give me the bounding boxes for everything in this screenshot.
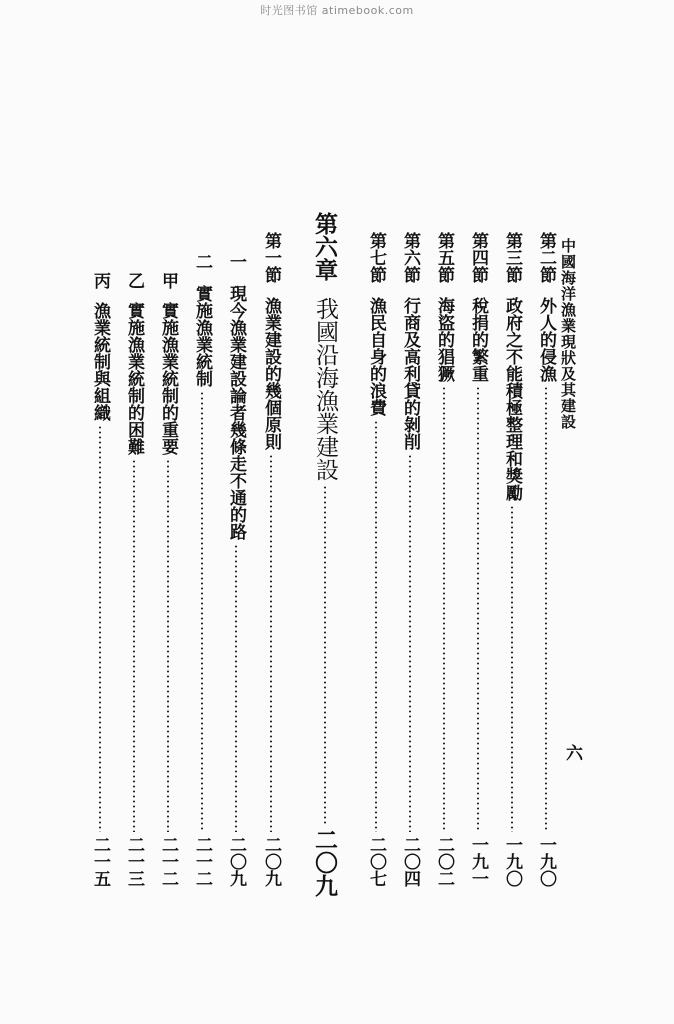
section-label: 第五節 [434,232,454,283]
section-title: 外人的侵漁 [536,297,556,382]
chapter-title: 我國沿海漁業建設 [312,297,338,481]
page-ref: 二〇七 [366,836,386,887]
section-title: 實施漁業統制的重要 [158,302,178,455]
section-title: 政府之不能積極整理和獎勵 [502,297,522,501]
section-title: 海盜的猖獗 [434,297,454,382]
section-label: 丙 [90,272,110,289]
page-ref: 二一五 [90,836,110,887]
section-label: 第一節 [261,232,281,283]
leader-dots [324,485,326,824]
section-title: 實施漁業統制 [192,285,212,387]
running-title: 中國海洋漁業現狀及其建設 [559,238,577,430]
leader-dots [545,386,547,832]
leader-dots [201,391,203,832]
section-label: 第六節 [400,232,420,283]
section-label: 第七節 [366,232,386,283]
section-label: 二 [192,253,212,270]
chapter-label: 第六章 [311,212,338,281]
page-ref: 二〇二 [434,836,454,887]
leader-dots [99,425,101,832]
leader-dots [235,544,237,832]
section-title: 漁民自身的浪費 [366,297,386,416]
section-label: 乙 [124,272,144,289]
page-ref: 二一三 [124,836,144,887]
section-title: 實施漁業統制的困難 [124,302,144,455]
leader-dots [270,454,272,832]
leader-dots [477,386,479,832]
page-ref: 二〇九 [261,836,281,887]
section-title: 漁業建設的幾個原則 [261,297,281,450]
page-ref: 二一二 [158,836,178,887]
watermark: 时光图书馆 atimebook.com [260,4,414,17]
leader-dots [167,459,169,832]
page-ref: 一九一 [468,836,488,887]
section-title: 行商及高利貸的剝削 [400,297,420,450]
section-title: 現今漁業建設論者幾條走不通的路 [226,285,246,540]
section-label: 一 [226,253,246,270]
page-ref: 一九〇 [536,836,556,887]
section-label: 第二節 [536,232,556,283]
page-ref: 二〇九 [226,836,246,887]
page-ref: 二〇九 [311,828,338,897]
leader-dots [511,505,513,832]
page-number: 六 [562,744,582,761]
section-title: 稅捐的繁重 [468,297,488,382]
page-ref: 一九〇 [502,836,522,887]
leader-dots [443,386,445,832]
section-title: 漁業統制與組織 [90,302,110,421]
page-ref: 二〇四 [400,836,420,887]
page-ref: 二一二 [192,836,212,887]
leader-dots [375,420,377,832]
section-label: 第四節 [468,232,488,283]
leader-dots [133,459,135,832]
section-label: 甲 [158,272,178,289]
section-label: 第三節 [502,232,522,283]
leader-dots [409,454,411,832]
